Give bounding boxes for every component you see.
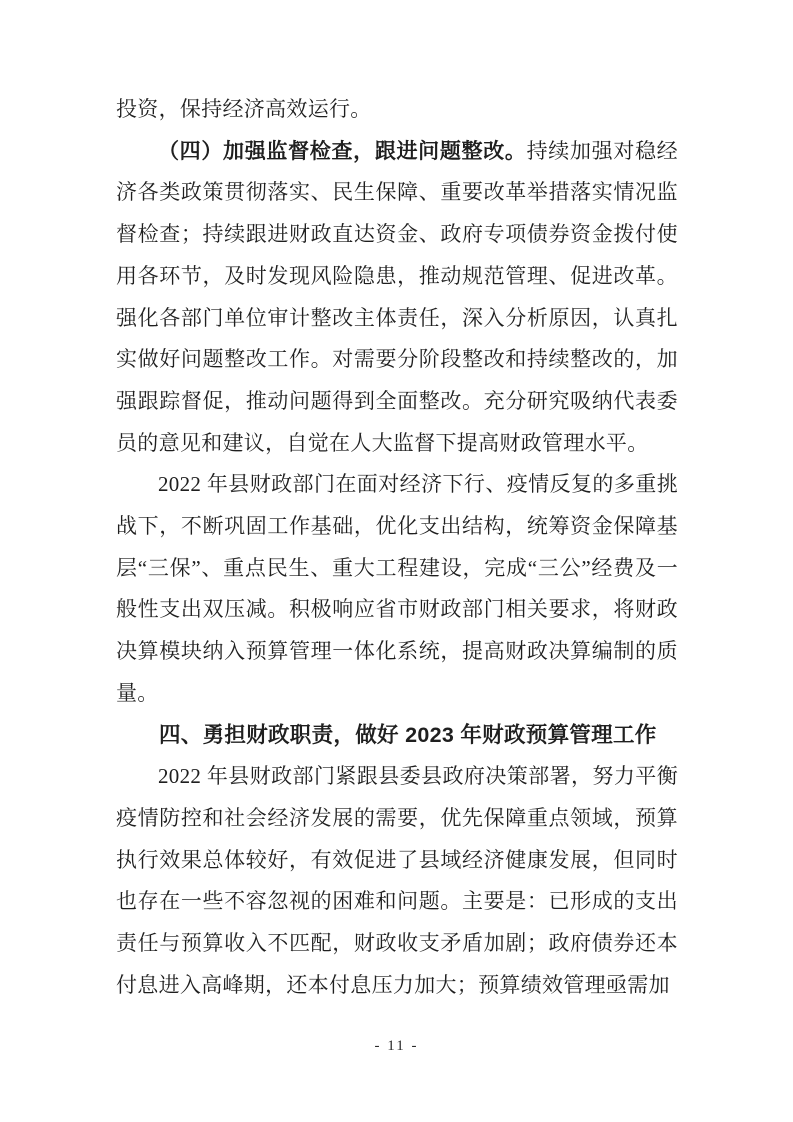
paragraph-section-four xyxy=(116,131,678,465)
paragraph-outlook-2023: 2022 年县财政部门紧跟县委县政府决策部署，努力平衡疫情防控和社会经济发展的需要，优先保障重点领域，预算执行效果总体较好，有效促进了县域经济健康发展，但同时也存在一些不容忽视的困难和问题。主要是：已形成的支出责任与预算收入不匹配，财政收支矛盾加剧；政府债券还本付息进入高峰期，还本付息压力加大；预算绩效管理亟需加 xyxy=(116,764,678,997)
page-content xyxy=(116,89,678,1006)
section-four-body: 持续加强对稳经济各类政策贯彻落实、民生保障、重要改革举措落实情况监督检查；持续跟进财政直达资金、政府专项债券资金拨付使用各环节，及时发现风险隐患，推动规范管理、促进改革。强化各部门单位审计整改主体责任，深入分析原因，认真扎实做好问题整改工作。对需要分阶段整改和持续整改的，加强跟踪督促，推动问题得到全面整改。充分研究吸纳代表委员的意见和建议，自觉在人大监督下提高财政管理水平。 xyxy=(116,138,678,455)
paragraph-continuation: 投资，保持经济高效运行。 xyxy=(116,97,372,121)
part-four-heading: 四、勇担财政职责，做好 2023 年财政预算管理工作 xyxy=(159,722,657,747)
paragraph-summary-2022: 2022 年县财政部门在面对经济下行、疫情反复的多重挑战下，不断巩固工作基础，优化支出结构，统筹资金保障基层“三保”、重点民生、重大工程建设，完成“三公”经费及一般性支出双压减。积极响应省市财政部门相关要求，将财政决算模块纳入预算管理一体化系统，提高财政决算编制的质量。 xyxy=(116,472,678,705)
section-four-lead: （四）加强监督检查，跟进问题整改。 xyxy=(158,138,527,163)
page-number: - 11 - xyxy=(374,1038,419,1054)
